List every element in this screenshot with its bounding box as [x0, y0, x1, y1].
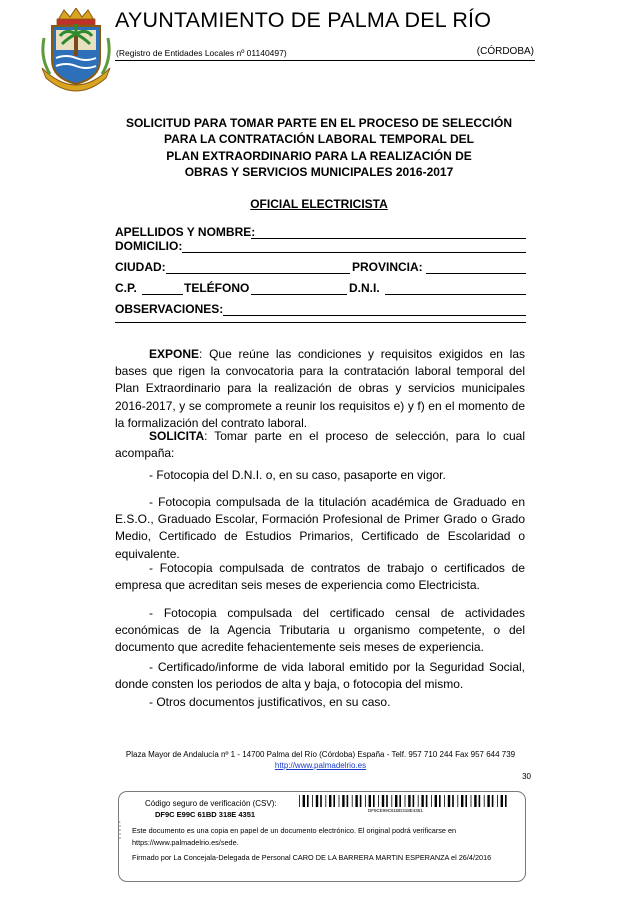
apellidos-label: APELLIDOS Y NOMBRE:: [115, 225, 256, 239]
item-text: - Fotocopia del D.N.I. o, en su caso, pasaporte en vigor.: [149, 468, 446, 482]
telefono-line[interactable]: [251, 294, 347, 295]
verification-note: Este documento es una copia en papel de un documento electrónico. El original podrá verificarse en: [132, 826, 457, 835]
list-item: [115, 659, 525, 693]
csv-label: Código seguro de verificación (CSV):: [145, 799, 277, 808]
list-item: [115, 560, 525, 594]
observaciones-line[interactable]: [223, 315, 526, 316]
list-item: [115, 605, 525, 657]
ciudad-line[interactable]: [166, 273, 350, 274]
field-apellidos: [115, 225, 526, 240]
item-text: - Fotocopia compulsada del certificado censal de actividades económicas de la Agencia Tributaria u organismo competente, o del documento que acredite fehacientemente seis meses de experiencia.: [115, 606, 525, 655]
list-item: [115, 494, 525, 563]
telefono-label: TELÉFONO: [184, 281, 250, 295]
cp-line[interactable]: [142, 294, 183, 295]
footer-address: Plaza Mayor de Andalucía nº 1 - 14700 Palma del Río (Córdoba) España - Telf. 957 710 244 Fax 957 644 739: [125, 750, 516, 759]
domicilio-label: DOMICILIO:: [115, 239, 183, 253]
solicita-label: SOLICITA: [149, 429, 205, 443]
field-observaciones: [115, 302, 526, 317]
verification-url: https://www.palmadelrio.es/sede.: [132, 838, 239, 847]
province-label: (CÓRDOBA): [476, 46, 534, 57]
document-title: [112, 115, 526, 180]
domicilio-line[interactable]: [182, 252, 526, 253]
solicita-paragraph: [115, 428, 525, 462]
footer-address-block: [115, 749, 526, 771]
position-title: OFICIAL ELECTRICISTA: [250, 197, 388, 211]
field-domicilio: [115, 239, 526, 254]
observaciones-label: OBSERVACIONES:: [115, 302, 224, 316]
title-line: PLAN EXTRAORDINARIO PARA LA REALIZACIÓN DE: [166, 148, 472, 163]
field-ciudad-provincia: [115, 260, 526, 275]
barcode-icon: [299, 795, 511, 807]
cp-label: C.P.: [115, 281, 137, 295]
item-text: - Fotocopia compulsada de la titulación académica de Graduado en E.S.O., Graduado Escolar, Formación Profesional de Primer Grado o Grado Medio, Certificado de Estudios Primarios, Certificado de Escolaridad o equivalente.: [115, 495, 525, 561]
website-link[interactable]: http://www.palmadelrio.es: [274, 761, 367, 770]
item-text: - Otros documentos justificativos, en su caso.: [149, 695, 391, 709]
page-number: 30: [522, 772, 531, 781]
observaciones-line-2[interactable]: [115, 322, 526, 323]
dni-label: D.N.I.: [349, 281, 380, 295]
solicita-text: : Tomar parte en el proceso de selección, para lo cual acompaña:: [115, 429, 525, 461]
registry-number: (Registro de Entidades Locales nº 01140497): [116, 48, 287, 58]
municipality-title: AYUNTAMIENTO DE PALMA DEL RÍO: [115, 8, 492, 32]
expone-label: EXPONE: [149, 347, 200, 361]
list-item: [115, 467, 525, 484]
title-line: OBRAS Y SERVICIOS MUNICIPALES 2016-2017: [184, 164, 454, 179]
signature-note: Firmado por La Concejala-Delegada de Personal CARO DE LA BARRERA MARTIN ESPERANZA el 26/4/2016: [132, 853, 492, 862]
barcode-text: DF9CE99C61BD318E4351: [368, 808, 423, 813]
title-line: SOLICITUD PARA TOMAR PARTE EN EL PROCESO DE SELECCIÓN: [125, 116, 513, 130]
dni-line[interactable]: [385, 294, 526, 295]
csv-code: DF9C E99C 61BD 318E 4351: [155, 810, 256, 819]
coat-of-arms-icon: [40, 8, 112, 96]
provincia-line[interactable]: [426, 273, 526, 274]
expone-paragraph: [115, 346, 525, 432]
expone-text: : Que reúne las condiciones y requisitos exigidos en las bases que rigen la convocatoria para la contratación laboral temporal del Plan Extraordinario para la realización de obras y servicios municipales 2016-2017, y se compromete a reunir los requisitos e) y f) en el momento de la formalización del contrato laboral.: [115, 347, 525, 430]
item-text: - Fotocopia compulsada de contratos de trabajo o certificados de empresa que acreditan seis meses de experiencia como Electricista.: [115, 561, 525, 593]
item-text: - Certificado/informe de vida laboral emitido por la Seguridad Social, donde consten los periodos de alta y baja, o fotocopia del mismo.: [115, 660, 525, 692]
title-line: PARA LA CONTRATACIÓN LABORAL TEMPORAL DEL: [164, 132, 474, 147]
field-cp-telefono-dni: [115, 281, 526, 296]
provincia-label: PROVINCIA:: [352, 260, 423, 274]
header-divider: [115, 60, 535, 61]
list-item: [115, 694, 525, 711]
ciudad-label: CIUDAD:: [115, 260, 166, 274]
side-margin-text: 1 4 0 4 3: [119, 820, 121, 840]
